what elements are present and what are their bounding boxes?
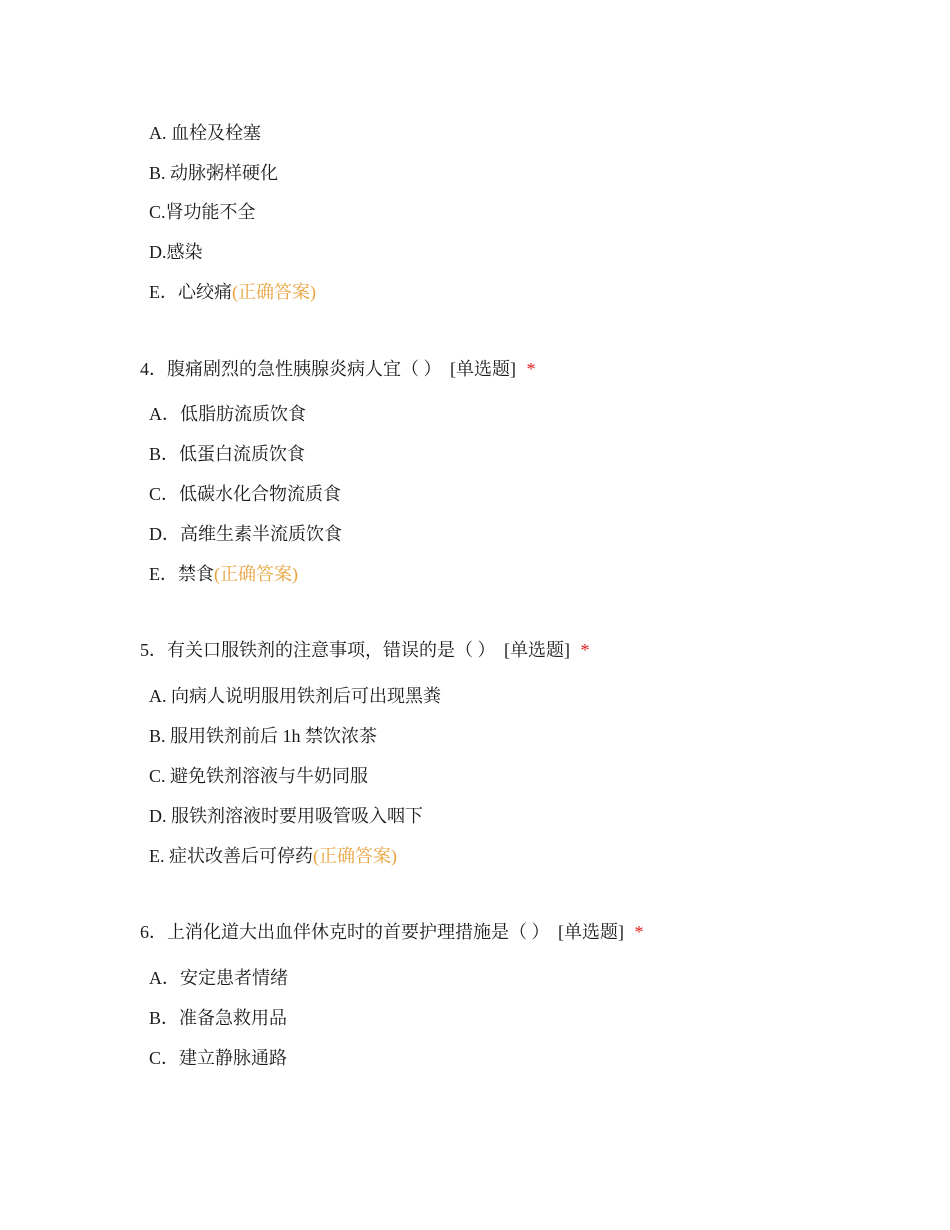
q5-option-d: D. 服铁剂溶液时要用吸管吸入咽下 xyxy=(149,806,423,826)
q4-option-b: B．低蛋白流质饮食 xyxy=(149,444,306,464)
question-type-label: [单选题] xyxy=(504,640,570,660)
q4-option-e: E．禁食(正确答案) xyxy=(149,564,298,584)
q6-option-a: A．安定患者情绪 xyxy=(149,968,288,988)
q3-option-c: C.肾功能不全 xyxy=(149,202,256,222)
q5-option-c: C. 避免铁剂溶液与牛奶同服 xyxy=(149,766,369,786)
correct-answer-tag: (正确答案) xyxy=(214,564,298,584)
q5-option-a: A. 向病人说明服用铁剂后可出现黑粪 xyxy=(149,686,441,706)
required-marker: * xyxy=(526,359,536,379)
q4-option-c: C．低碳水化合物流质食 xyxy=(149,484,342,504)
question-6-title xyxy=(140,919,644,945)
q3-option-b: B. 动脉粥样硬化 xyxy=(149,163,279,183)
required-marker: * xyxy=(634,922,644,942)
q6-option-c: C．建立静脉通路 xyxy=(149,1048,288,1068)
question-5-title xyxy=(140,637,590,663)
question-type-label: [单选题] xyxy=(450,359,516,379)
q4-option-d: D．高维生素半流质饮食 xyxy=(149,524,342,544)
q5-option-b: B. 服用铁剂前后 1h 禁饮浓茶 xyxy=(149,726,378,746)
q3-option-a: A. 血栓及栓塞 xyxy=(149,123,261,143)
question-4-text: 4．腹痛剧烈的急性胰腺炎病人宜（ ） xyxy=(140,359,442,379)
correct-answer-tag: (正确答案) xyxy=(232,282,316,302)
q3-option-d: D.感染 xyxy=(149,242,203,262)
q3-option-e: E．心绞痛(正确答案) xyxy=(149,282,316,302)
correct-answer-tag: (正确答案) xyxy=(313,846,397,866)
q5-option-e: E. 症状改善后可停药(正确答案) xyxy=(149,846,397,866)
question-6-text: 6．上消化道大出血伴休克时的首要护理措施是（ ） xyxy=(140,922,550,942)
q6-option-b: B．准备急救用品 xyxy=(149,1008,288,1028)
required-marker: * xyxy=(580,640,590,660)
question-type-label: [单选题] xyxy=(558,922,624,942)
q4-option-a: A．低脂肪流质饮食 xyxy=(149,404,306,424)
question-5-text: 5．有关口服铁剂的注意事项，错误的是（ ） xyxy=(140,640,496,660)
question-4-title xyxy=(140,356,536,382)
